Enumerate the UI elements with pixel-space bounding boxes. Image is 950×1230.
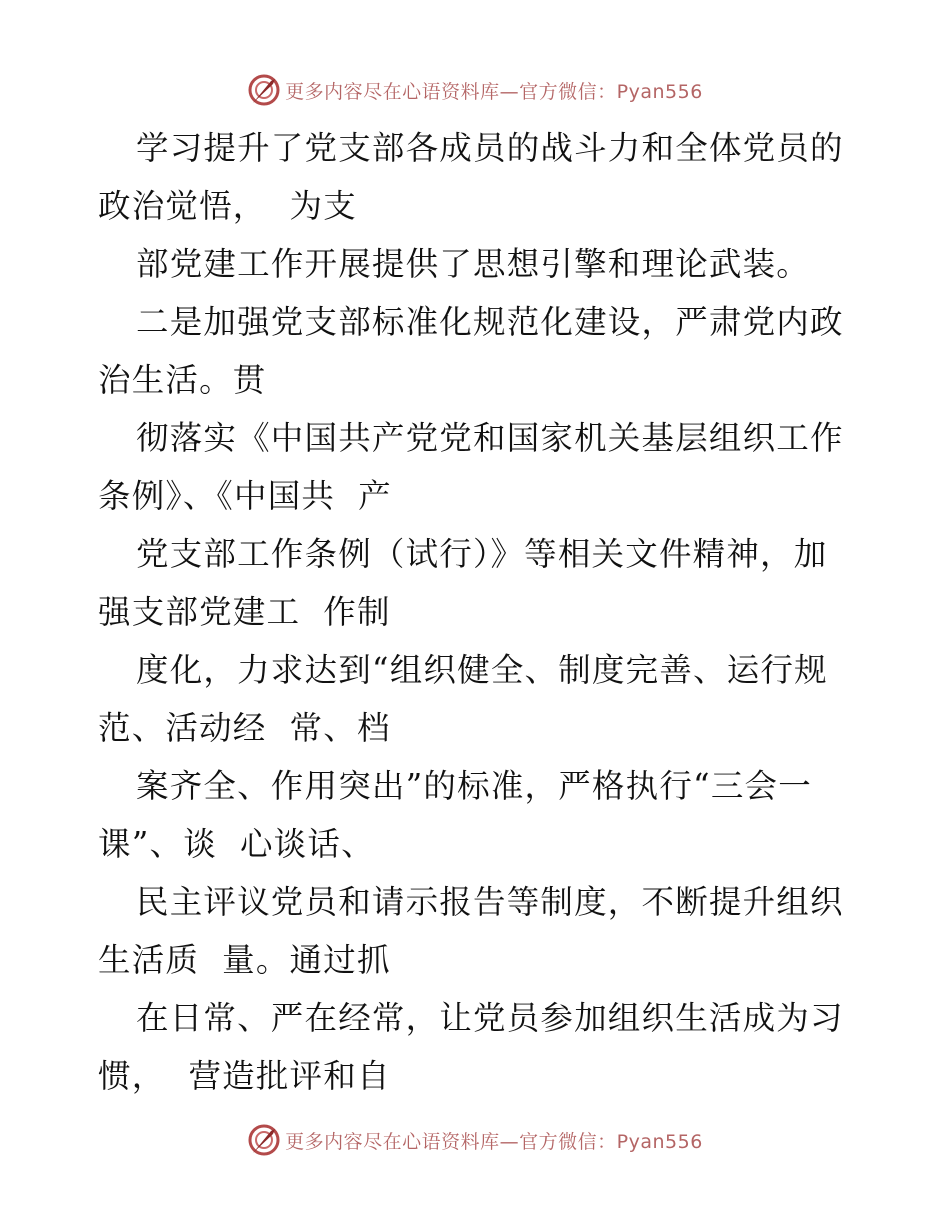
text-line: 学习提升了党支部各成员的战斗力和全体党员的 bbox=[136, 129, 844, 167]
header-watermark bbox=[0, 72, 950, 108]
quill-logo-icon bbox=[247, 1123, 281, 1157]
text-line: 部党建工作开展提供了思想引擎和理论武装。 bbox=[136, 245, 811, 283]
watermark-text: 更多内容尽在心语资料库—官方微信：Pyan556 bbox=[285, 80, 703, 103]
text-line: 党支部工作条例（试行）》等相关文件精神，加 bbox=[136, 535, 828, 573]
text-line: 二是加强党支部标准化规范化建设，严肃党内政 bbox=[136, 303, 844, 341]
text-line: 课”、谈 心谈话、 bbox=[98, 825, 375, 863]
watermark-text: 更多内容尽在心语资料库—官方微信：Pyan556 bbox=[285, 1130, 703, 1153]
text-line: 在日常、严在经常，让党员参加组织生活成为习 bbox=[136, 999, 844, 1037]
text-line: 强支部党建工 作制 bbox=[98, 593, 391, 631]
text-line: 惯， 营造批评和自 bbox=[98, 1057, 391, 1095]
text-line: 范、活动经 常、档 bbox=[98, 709, 391, 747]
document-body bbox=[98, 119, 858, 1105]
text-line: 案齐全、作用突出”的标准，严格执行“三会一 bbox=[136, 767, 812, 805]
text-line: 度化，力求达到“组织健全、制度完善、运行规 bbox=[136, 651, 828, 689]
text-line: 民主评议党员和请示报告等制度，不断提升组织 bbox=[136, 883, 844, 921]
text-line: 生活质 量。通过抓 bbox=[98, 941, 391, 979]
text-line: 条例》、《中国共 产 bbox=[98, 477, 392, 515]
quill-logo-icon bbox=[247, 73, 281, 107]
footer-watermark bbox=[0, 1122, 950, 1158]
text-line: 彻落实《中国共产党党和国家机关基层组织工作 bbox=[136, 419, 844, 457]
text-line: 政治觉悟， 为支 bbox=[98, 187, 357, 225]
text-line: 治生活。贯 bbox=[98, 361, 267, 399]
